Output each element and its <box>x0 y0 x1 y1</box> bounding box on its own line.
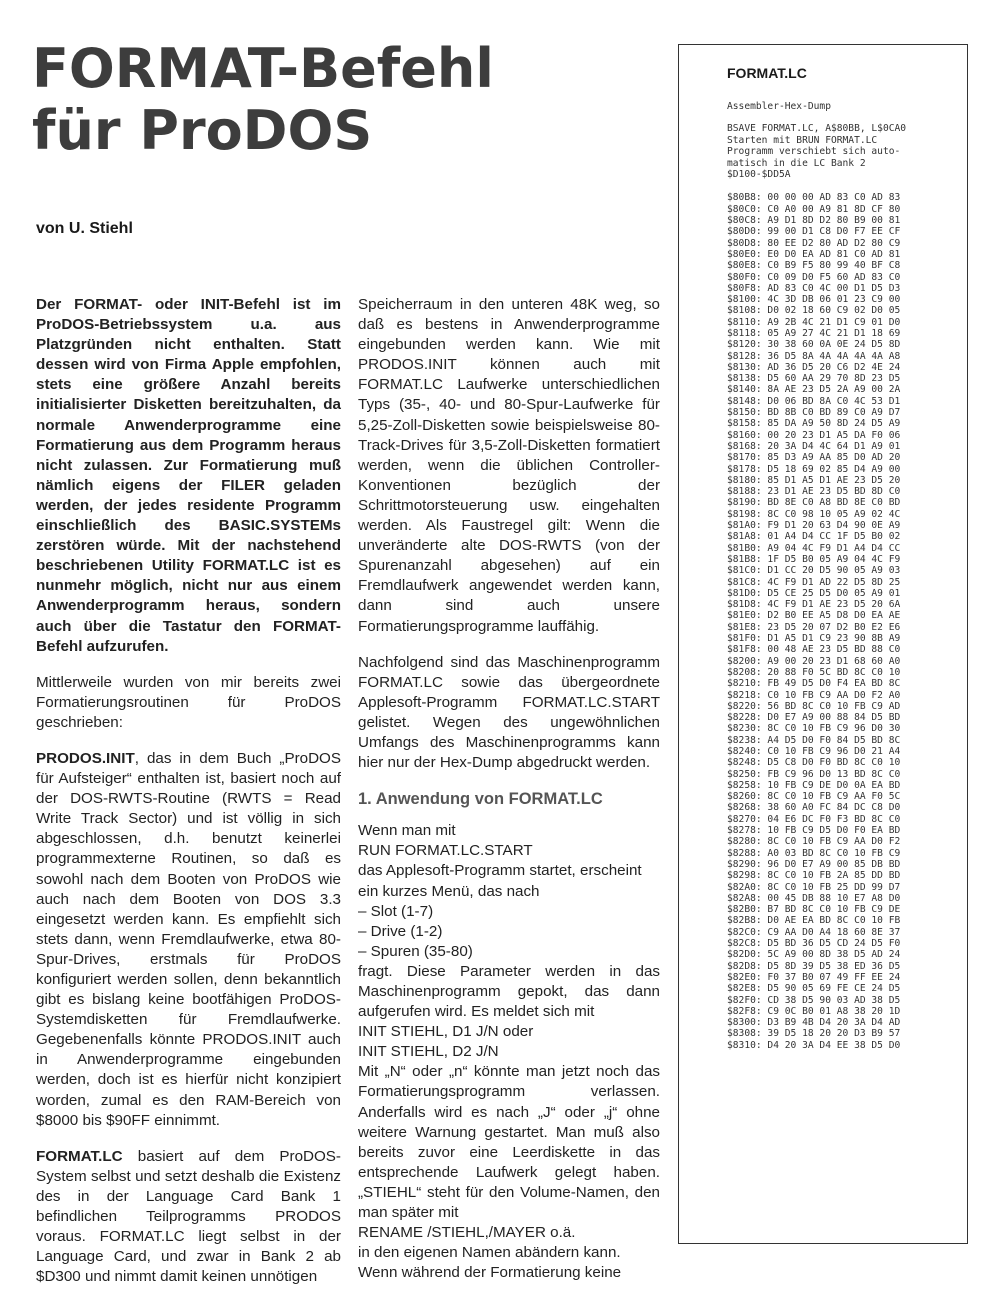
paragraph-text: basiert auf dem ProDOS-System selbst und setzt deshalb die Existenz des in der Language Card Bank 1 befindlichen Teilprogramms PRODOS voraus. FORMAT.LC liegt selbst in der Language Card, und zwar in Bank 2 ab $D300 und nimmt damit keinen unnötigen <box>36 1147 341 1286</box>
line: RENAME /STIEHL,/MAYER o.ä. <box>358 1224 576 1242</box>
paragraph: Mit „N“ oder „n“ könnte man jetzt noch das Formatierungsprogramm verlassen. Anderfalls wird es nach „J“ oder „j“ ohne weitere Warnung gestartet. Man muß also bereits zuvor eine Leerdiskette in das entsprechende Laufwerk gelegt haben. „STIEHL“ steht für den Volume-Namen, den man später mit <box>358 1063 660 1222</box>
paragraph: Speicherraum in den unteren 48K weg, so daß es bestens in Anwenderprogramme eingebunden werden kann. Wie mit PRODOS.INIT können auch mit FORMAT.LC Laufwerke unterschiedlichen Typs (35-, 40- und 80-Spur-Laufwerke für 5,25-Zoll-Disketten sowie beispielsweise 80-Track-Drives für 3,5-Zoll-Disketten formatiert werden, wenn die üblichen Controller-Konventionen bezüglich der Schrittmotorsteuerung usw. eingehalten werden. Als Faustregel gilt: Wenn die unveränderte alte DOS-RWTS (von der Spurenanzahl abgesehen) auf ein Fremdlaufwerk angewendet werden kann, dann sind auch unsere Formatierungsprogramme lauffähig. <box>358 296 660 635</box>
paragraph: Mittlerweile wurden von mir bereits zwei Formatierungsroutinen für ProDOS geschrieben: <box>36 673 341 731</box>
line: Wenn man mit <box>358 822 456 840</box>
lead-paragraph: Der FORMAT- oder INIT-Befehl ist im ProDOS-Betriebssystem u.a. aus Platzgründen nicht enthalten. Statt dessen wird von Firma Apple empfohlen, stets eine größere Anzahl bereits initialisierter Disketten bereitzuhalten, da normale Anwenderprogramme eine Formatierung aus dem Programm heraus nicht zulassen. Zur Formatierung muß nämlich eigens der FILER geladen werden, der jedes residente Programm einschließlich des BASIC.SYSTEMs zerstören würde. Mit der nachstehend beschriebenen Utility FORMAT.LC ist es nunmehr möglich, nicht nur aus einem Anwenderprogramm heraus, sondern auch über die Tastatur den FORMAT-Befehl aufzurufen. <box>36 296 341 655</box>
line: – Spuren (35-80) <box>358 942 473 960</box>
column-left <box>36 295 341 1303</box>
line: RUN FORMAT.LC.START <box>358 842 533 860</box>
paragraph: fragt. Diese Parameter werden in das Maschinenprogramm gepokt, das dann aufgerufen wird. Es meldet sich mit <box>358 962 660 1021</box>
column-middle <box>358 295 660 1283</box>
line: INIT STIEHL, D2 J/N <box>358 1043 499 1061</box>
listing-intro: BSAVE FORMAT.LC, A$80BB, L$0CA0 Starten mit BRUN FORMAT.LC Programm verschiebt sich auto- matisch in die LC Bank 2 $D100-$DD5A <box>727 123 907 181</box>
article-title <box>32 38 632 162</box>
paragraph-text: , das in dem Buch „ProDOS für Aufsteiger“ enthalten ist, basiert noch auf der DOS-RWTS-Routine (RWTS = Read Write Track Sector) und ist völlig in sich abgeschlossen, d.h. benutzt keinerlei programmexterne Routinen, so daß es sowohl nach dem Booten von ProDOS wie auch nach dem Booten von DOS 3.3 eingesetzt werden kann. Es empfiehlt sich stets dann, wenn Fremdlaufwerke, etwa 80-Spur-Drives, erstmals für ProDOS konfiguriert werden sollen, denn bekanntlich gibt es bislang keine bootfähigen ProDOS-Systemdisketten für Fremdlaufwerke. Gegebenenfalls könnte PRODOS.INIT auch in Anwenderprogramme eingebunden werden, doch ist es hierfür nicht konzipiert worden, zumal es den RAM-Bereich von $8000 bis $90FF einnimmt. <box>36 749 341 1129</box>
paragraph <box>36 749 341 1131</box>
paragraph: Nachfolgend sind das Maschinenprogramm FORMAT.LC sowie das übergeordnete Applesoft-Programm FORMAT.LC.START gelistet. Wegen des ungewöhnlichen Umfangs des Maschinenprogramms kann hier nur der Hex-Dump abgedruckt werden. <box>358 653 660 772</box>
title-line-2: für ProDOS <box>32 99 373 162</box>
line: – Slot (1-7) <box>358 902 434 920</box>
rename-line <box>358 1223 660 1243</box>
term-prodos-init: PRODOS.INIT <box>36 749 135 767</box>
usage-lines <box>358 821 660 962</box>
term-format-lc: FORMAT.LC <box>36 1147 123 1165</box>
author-byline: von U. Stiehl <box>36 220 133 237</box>
line: – Drive (1-2) <box>358 922 443 940</box>
paragraph: Wenn während der Formatierung keine <box>358 1264 622 1282</box>
listing-subtitle: Assembler-Hex-Dump <box>727 101 831 112</box>
paragraph: in den eigenen Namen abändern kann. <box>358 1244 621 1262</box>
title-line-1: FORMAT-Befehl <box>32 37 494 100</box>
listing-box <box>678 44 968 1244</box>
line: das Applesoft-Programm startet, erscheint <box>358 862 642 880</box>
message-lines <box>358 1022 660 1062</box>
paragraph <box>36 1147 341 1288</box>
section-heading: 1. Anwendung von FORMAT.LC <box>358 790 603 809</box>
line: INIT STIEHL, D1 J/N oder <box>358 1023 534 1041</box>
line: ein kurzes Menü, das nach <box>358 882 540 900</box>
listing-title: FORMAT.LC <box>727 65 807 81</box>
hex-dump: $80B8: 00 00 00 AD 83 C0 AD 83 $80C0: C0 A0 00 A9 81 8D CF 80 $80C8: A9 D1 8D D2 80 B9 00 81 $80D0: 99 00 D1 C8 D0 F7 EE CF $80D8: 80 EE D2 80 AD D2 80 C9 $80E0: E0 D0 EA AD 81 C0 AD 81 $80E8: C0 B9 F5 80 99 40 BF C8 $80F0: C0 09 D0 F5 60 AD 83 C0 $80F8: AD 83 C0 4C 00 D1 D5 D3 $8100: 4C 3D DB 06 01 23 C9 00 $8108: D0 02 18 60 C9 02 D0 05 $8110: A9 2B 4C 21 D1 C9 01 D0 $8118: 05 A9 27 4C 21 D1 18 69 $8120: 30 38 60 0A 0E 24 D5 8D $8128: 36 D5 8A 4A 4A 4A 4A A8 $8130: AD 36 D5 20 C6 D2 4E 24 $8138: D5 60 AA 29 70 8D 23 D5 $8140: 8A AE 23 D5 2A A9 00 2A $8148: D0 06 BD 8A C0 4C 53 D1 $8150: BD 8B C0 BD 89 C0 A9 D7 $8158: 85 DA A9 50 8D 24 D5 A9 $8160: 00 20 23 D1 A5 DA F0 06 $8168: 20 3A D4 4C 64 D1 A9 01 $8170: 85 D3 A9 AA 85 D0 AD 20 $8178: D5 18 69 02 85 D4 A9 00 $8180: 85 D1 A5 D1 AE 23 D5 20 $8188: 23 D1 AE 23 D5 BD 8D C0 $8190: BD 8E C0 A8 BD 8E C0 BD $8198: 8C C0 98 10 05 A9 02 4C $81A0: F9 D1 20 63 D4 90 0E A9 $81A8: 01 A4 D4 CC 1F D5 B0 02 $81B0: A9 04 4C F9 D1 A4 D4 CC $81B8: 1F D5 B0 05 A9 04 4C F9 $81C0: D1 CC 20 D5 90 05 A9 03 $81C8: 4C F9 D1 AD 22 D5 8D 25 $81D0: D5 CE 25 D5 D0 05 A9 01 $81D8: 4C F9 D1 AE 23 D5 20 6A $81E0: D2 B0 EE A5 D8 D0 EA AE $81E8: 23 D5 20 07 D2 B0 E2 E6 $81F0: D1 A5 D1 C9 23 90 8B A9 $81F8: 00 48 AE 23 D5 BD 88 C0 $8200: A9 00 20 23 D1 68 60 A0 $8208: 20 88 F0 5C BD 8C C0 10 $8210: FB 49 D5 D0 F4 EA BD 8C $8218: C0 10 FB C9 AA D0 F2 A0 $8220: 56 BD 8C C0 10 FB C9 AD $8228: D0 E7 A9 00 88 84 D5 BD $8230: 8C C0 10 FB C9 96 D0 30 $8238: A4 D5 D0 F0 84 D5 BD 8C $8240: C0 10 FB C9 96 D0 21 A4 $8248: D5 C8 D0 F0 BD 8C C0 10 $8250: FB C9 96 D0 13 BD 8C C0 $8258: 10 FB C9 DE D0 0A EA BD $8260: 8C C0 10 FB C9 AA F0 5C $8268: 38 60 A0 FC 84 DC C8 D0 $8270: 04 E6 DC F0 F3 BD 8C C0 $8278: 10 FB C9 D5 D0 F0 EA BD $8280: 8C C0 10 FB C9 AA D0 F2 $8288: A0 03 BD 8C C0 10 FB C9 $8290: 96 D0 E7 A9 00 85 DB BD $8298: 8C C0 10 FB 2A 85 DD BD $82A0: 8C C0 10 FB 25 DD 99 D7 $82A8: 00 45 DB 88 10 E7 A8 D0 $82B0: B7 BD 8C C0 10 FB C9 DE $82B8: D0 AE EA BD 8C C0 10 FB $82C0: C9 AA D0 A4 18 60 8E 37 $82C8: D5 BD 36 D5 CD 24 D5 F0 $82D0: 5C A9 00 8D 38 D5 AD 24 $82D8: D5 8D 39 D5 38 ED 36 D5 $82E0: F0 37 B0 07 49 FF EE 24 $82E8: D5 90 05 69 FE CE 24 D5 $82F0: CD 38 D5 90 03 AD 38 D5 $82F8: C9 0C B0 01 A8 38 20 1D $8300: D3 B9 4B D4 20 3A D4 AD $8308: 39 D5 18 20 20 D3 B9 57 $8310: D4 20 3A D4 EE 38 D5 D0 <box>727 192 901 1051</box>
